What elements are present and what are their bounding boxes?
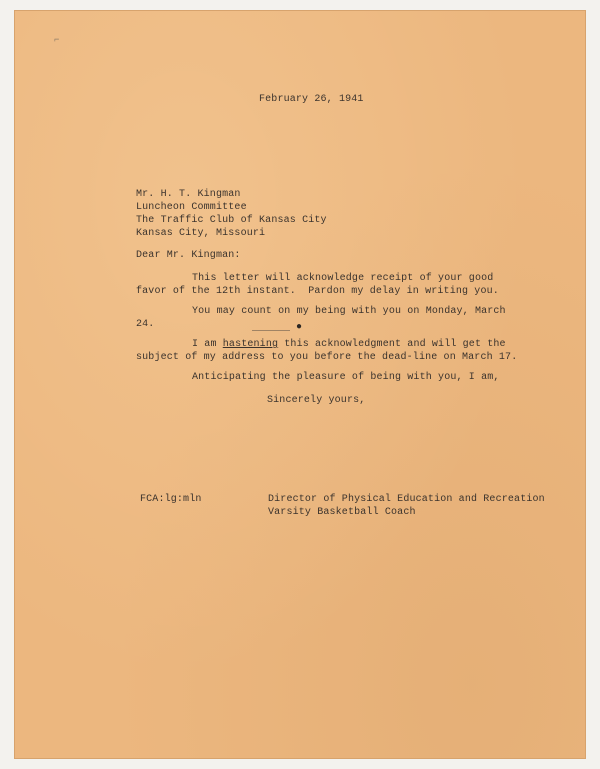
body-paragraph-1-line-1: This letter will acknowledge receipt of your good bbox=[192, 273, 494, 284]
recipient-city: Kansas City, Missouri bbox=[136, 228, 266, 239]
body-paragraph-2-line-2: 24. bbox=[136, 319, 155, 330]
body-paragraph-4-line-1: Anticipating the pleasure of being with you, I am, bbox=[192, 372, 500, 383]
body-paragraph-1-line-2: favor of the 12th instant. Pardon my delay in writing you. bbox=[136, 286, 499, 297]
letter-date: February 26, 1941 bbox=[259, 94, 364, 105]
recipient-committee: Luncheon Committee bbox=[136, 202, 247, 213]
pencil-mark bbox=[252, 330, 290, 331]
body-paragraph-3-line-2: subject of my address to you before the dead-line on March 17. bbox=[136, 352, 518, 363]
ink-mark: ● bbox=[296, 322, 303, 333]
corner-mark: ⌐ bbox=[54, 35, 60, 45]
body-paragraph-3-line-1 bbox=[192, 339, 506, 351]
recipient-organization: The Traffic Club of Kansas City bbox=[136, 215, 327, 226]
signature-title-2: Varsity Basketball Coach bbox=[268, 507, 416, 518]
letter-page bbox=[14, 10, 586, 759]
typist-initials: FCA:lg:mln bbox=[140, 494, 202, 505]
closing: Sincerely yours, bbox=[267, 395, 366, 406]
signature-title-1: Director of Physical Education and Recreation bbox=[268, 494, 545, 505]
recipient-name: Mr. H. T. Kingman bbox=[136, 189, 241, 200]
salutation: Dear Mr. Kingman: bbox=[136, 250, 241, 261]
p3-post: this acknowledgment and will get the bbox=[278, 339, 506, 350]
underlined-word: hastening bbox=[222, 339, 279, 350]
body-paragraph-2-line-1: You may count on my being with you on Monday, March bbox=[192, 306, 506, 317]
p3-pre: I am bbox=[192, 339, 223, 350]
